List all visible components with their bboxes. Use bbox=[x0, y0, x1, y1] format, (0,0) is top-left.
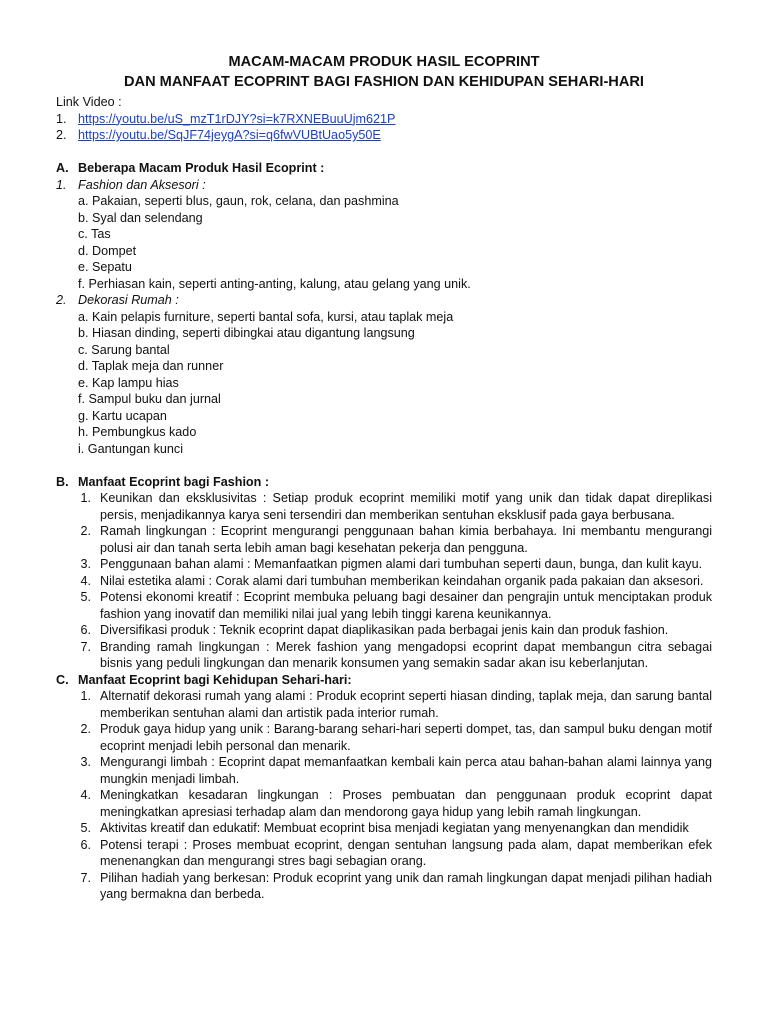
link-number: 2. bbox=[56, 128, 67, 142]
list-item: b. Syal dan selendang bbox=[78, 210, 203, 225]
list-item: f. Perhiasan kain, seperti anting-anting, kalung, atau gelang yang unik. bbox=[78, 276, 471, 291]
benefit-number: 4. bbox=[80, 573, 91, 588]
document-title-line-1: MACAM-MACAM PRODUK HASIL ECOPRINT bbox=[228, 54, 540, 70]
benefit-number: 7. bbox=[80, 639, 91, 654]
benefit-number: 2. bbox=[80, 722, 91, 736]
section-title: Manfaat Ecoprint bagi Kehidupan Sehari-hari: bbox=[78, 672, 352, 687]
group-number: 1. bbox=[56, 177, 67, 192]
list-item: d. Taplak meja dan runner bbox=[78, 359, 224, 373]
benefit-text: Meningkatkan kesadaran lingkungan : Proses pembuatan dan penggunaan produk ecoprint dapat meningkatkan apresiasi terhadap alam dan mendorong gaya hidup yang lebih ramah lingkungan. bbox=[100, 788, 712, 819]
benefit-number: 6. bbox=[80, 837, 91, 852]
benefit-item bbox=[56, 837, 712, 870]
list-item: f. Sampul buku dan jurnal bbox=[78, 392, 221, 406]
benefit-item bbox=[56, 639, 712, 672]
benefit-number: 5. bbox=[80, 590, 91, 604]
list-item: c. Sarung bantal bbox=[78, 342, 170, 357]
benefit-text: Produk gaya hidup yang unik : Barang-barang sehari-hari seperti dompet, tas, dan sampul buku dengan motif ecoprint menjadi lebih personal dan menarik. bbox=[100, 722, 712, 753]
link-number: 1. bbox=[56, 111, 67, 126]
benefit-text: Keunikan dan eksklusivitas : Setiap produk ecoprint memiliki motif yang unik dan tidak dapat direplikasi persis, menjadikannya karya seni tersendiri dan memberikan sentuhan eksklusif pada gaya berbusana. bbox=[100, 491, 712, 522]
section-title: Manfaat Ecoprint bagi Fashion : bbox=[78, 474, 270, 489]
group-title: Dekorasi Rumah : bbox=[78, 293, 179, 307]
benefit-item bbox=[56, 589, 712, 622]
section-b-heading bbox=[56, 474, 712, 491]
benefit-number: 1. bbox=[80, 491, 91, 505]
benefit-text: Penggunaan bahan alami : Memanfaatkan pigmen alami dari tumbuhan seperti daun, bunga, dan kulit kayu. bbox=[100, 557, 703, 571]
list-item: b. Hiasan dinding, seperti dibingkai atau digantung langsung bbox=[78, 326, 415, 340]
link-row bbox=[56, 127, 712, 144]
list-item: e. Sepatu bbox=[78, 260, 132, 274]
benefit-text: Mengurangi limbah : Ecoprint dapat memanfaatkan kembali kain perca atau bahan-bahan alami lainnya yang mungkin menjadi limbah. bbox=[100, 755, 712, 786]
group-heading bbox=[56, 177, 712, 194]
benefit-number: 5. bbox=[80, 821, 91, 835]
section-title: Beberapa Macam Produk Hasil Ecoprint : bbox=[78, 161, 325, 175]
benefit-number: 3. bbox=[80, 557, 91, 571]
section-letter: B. bbox=[56, 474, 69, 489]
list-item: d. Dompet bbox=[78, 243, 137, 258]
benefit-number: 1. bbox=[80, 689, 91, 703]
benefit-text: Branding ramah lingkungan : Merek fashion yang mengadopsi ecoprint dapat membangun citra sebagai bisnis yang peduli lingkungan dan menarik konsumen yang semakin sadar akan isu keberlanjutan. bbox=[100, 639, 712, 670]
benefit-item bbox=[56, 622, 712, 639]
benefit-item bbox=[56, 523, 712, 556]
link-row bbox=[56, 111, 712, 128]
list-item: a. Kain pelapis furniture, seperti bantal sofa, kursi, atau taplak meja bbox=[78, 309, 454, 324]
fashion-benefit-list bbox=[56, 490, 712, 672]
list-item: i. Gantungan kunci bbox=[78, 441, 184, 456]
group-heading bbox=[56, 292, 712, 309]
group-title: Fashion dan Aksesori : bbox=[78, 177, 206, 192]
benefit-item bbox=[56, 688, 712, 721]
benefit-number: 7. bbox=[80, 870, 91, 885]
benefit-item bbox=[56, 490, 712, 523]
benefit-text: Nilai estetika alami : Corak alami dari tumbuhan memberikan keindahan organik pada pakaian dan aksesori. bbox=[100, 573, 704, 588]
video-link[interactable]: https://youtu.be/uS_mzT1rDJY?si=k7RXNEBuuUjm621P bbox=[78, 111, 396, 126]
daily-life-benefit-list bbox=[56, 688, 712, 903]
benefit-number: 3. bbox=[80, 755, 91, 769]
section-letter: A. bbox=[56, 161, 69, 175]
list-item: e. Kap lampu hias bbox=[78, 375, 179, 390]
list-item: h. Pembungkus kado bbox=[78, 425, 197, 439]
benefit-text: Diversifikasi produk : Teknik ecoprint dapat diaplikasikan pada berbagai jenis kain dan produk fashion. bbox=[100, 623, 669, 637]
benefit-text: Ramah lingkungan : Ecoprint mengurangi penggunaan bahan kimia berbahaya. Ini membantu mengurangi polusi air dan tanah serta lebih aman bagi kesehatan pekerja dan pengguna. bbox=[100, 524, 712, 555]
benefit-item bbox=[56, 787, 712, 820]
benefit-item bbox=[56, 556, 712, 573]
list-item: a. Pakaian, seperti blus, gaun, rok, celana, dan pashmina bbox=[78, 194, 399, 208]
benefit-item bbox=[56, 754, 712, 787]
benefit-text: Potensi ekonomi kreatif : Ecoprint membuka peluang bagi desainer dan pengrajin untuk menciptakan produk fashion yang inovatif dan memiliki nilai jual yang lebih tinggi karena keunikannya. bbox=[100, 590, 712, 621]
benefit-text: Aktivitas kreatif dan edukatif: Membuat ecoprint bisa menjadi kegiatan yang menyenangkan dan mendidik bbox=[100, 821, 689, 835]
benefit-text: Pilihan hadiah yang berkesan: Produk ecoprint yang unik dan ramah lingkungan dapat menjadi pilihan hadiah yang bermakna dan berbeda. bbox=[100, 870, 712, 901]
section-a-heading bbox=[56, 160, 712, 177]
video-link[interactable]: https://youtu.be/SqJF74jeygA?si=q6fwVUBtUao5y50E bbox=[78, 128, 381, 142]
benefit-number: 2. bbox=[80, 524, 91, 538]
list-item: c. Tas bbox=[78, 227, 111, 241]
benefit-number: 4. bbox=[80, 788, 91, 802]
document-title-line-2: DAN MANFAAT ECOPRINT BAGI FASHION DAN KEHIDUPAN SEHARI-HARI bbox=[124, 74, 644, 90]
benefit-text: Potensi terapi : Proses membuat ecoprint, dengan sentuhan langsung pada alam, dapat memberikan efek menenangkan dan mengurangi stres bagi sebagian orang. bbox=[100, 837, 712, 868]
benefit-text: Alternatif dekorasi rumah yang alami : Produk ecoprint seperti hiasan dinding, taplak meja, dan sarung bantal memberikan sentuhan alami dan artistik pada interior rumah. bbox=[100, 689, 712, 720]
benefit-item bbox=[56, 870, 712, 903]
group-number: 2. bbox=[56, 293, 67, 307]
section-letter: C. bbox=[56, 672, 69, 687]
link-label: Link Video : bbox=[56, 95, 122, 109]
benefit-item bbox=[56, 573, 712, 590]
list-item: g. Kartu ucapan bbox=[78, 408, 167, 423]
benefit-number: 6. bbox=[80, 623, 91, 637]
benefit-item bbox=[56, 820, 712, 837]
benefit-item bbox=[56, 721, 712, 754]
section-c-heading bbox=[56, 672, 712, 689]
